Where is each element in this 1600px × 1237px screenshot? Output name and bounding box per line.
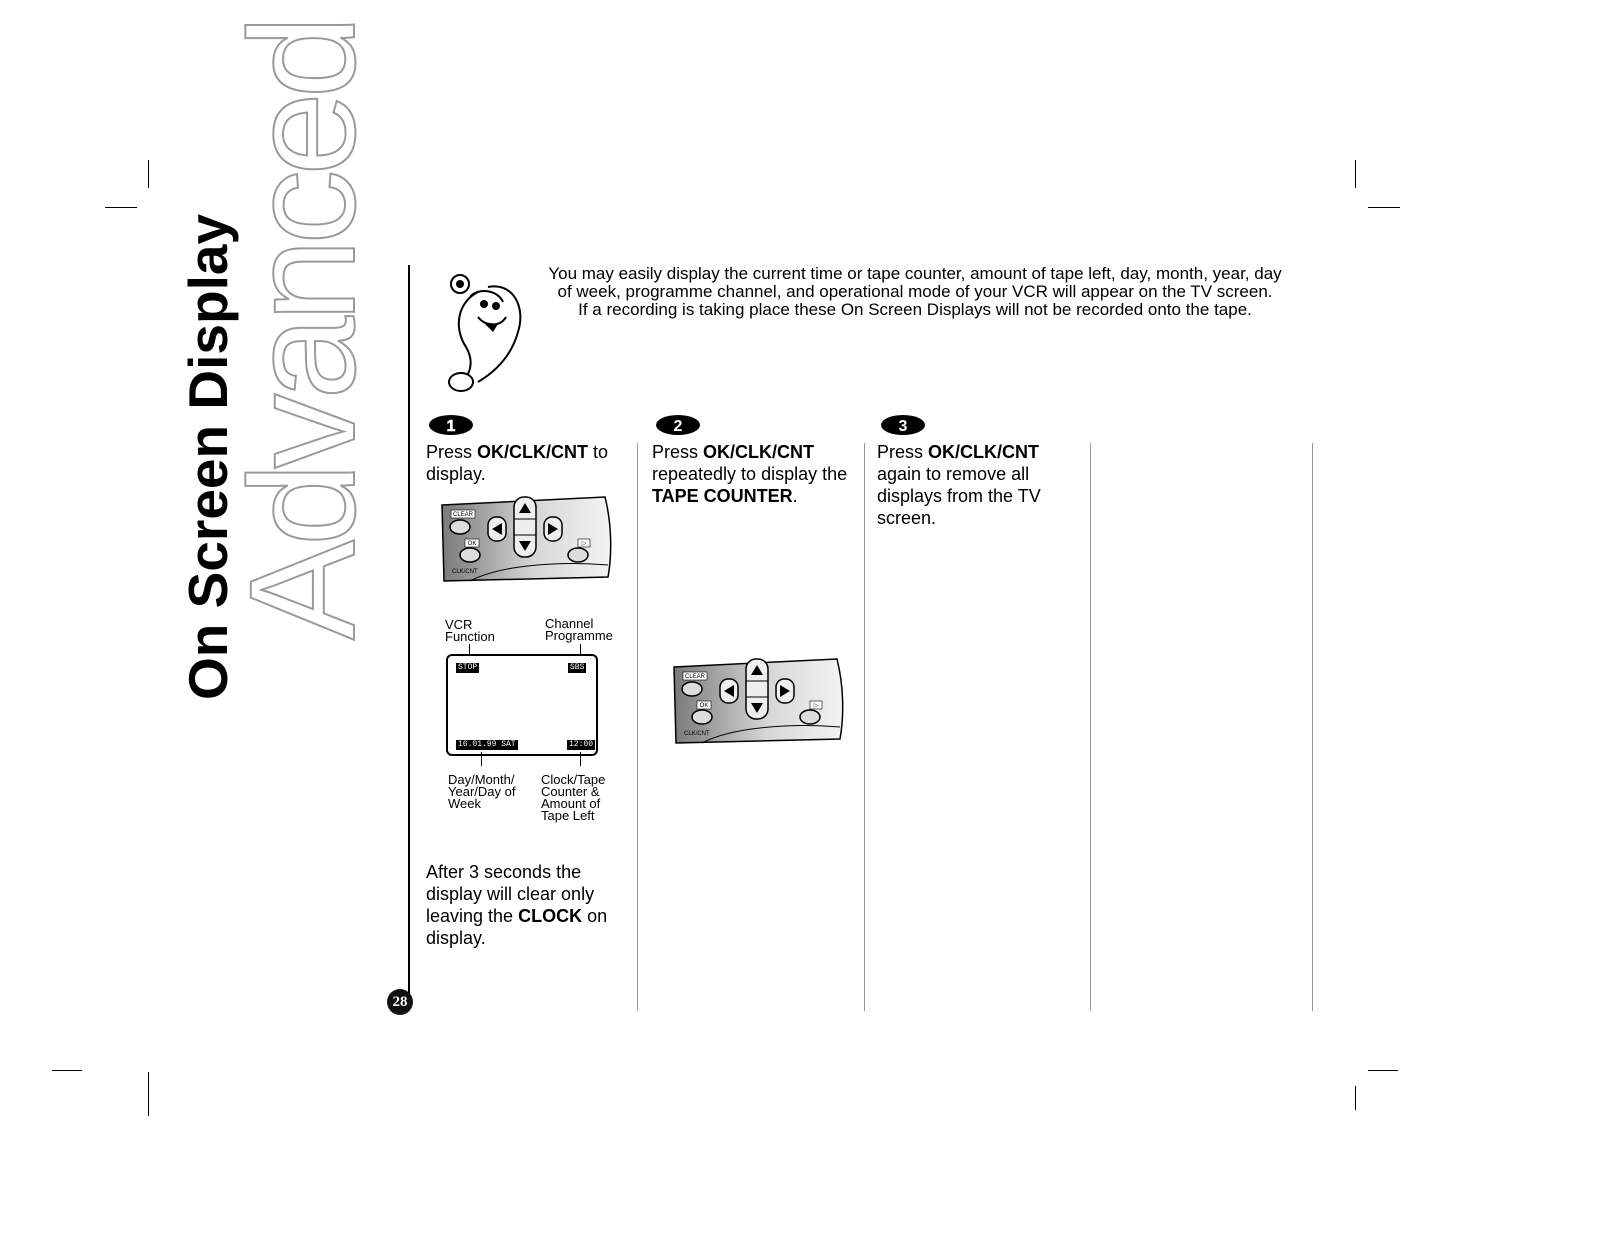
- label-line: Channel: [545, 616, 594, 631]
- clear-button-label: CLEAR: [452, 512, 474, 518]
- clock-chip: 12:00: [569, 740, 594, 749]
- crop-mark: [1355, 1086, 1356, 1110]
- button-name: OK/CLK/CNT: [928, 442, 1040, 462]
- remote-control-illustration: [672, 657, 847, 749]
- crop-mark: [1368, 207, 1400, 208]
- clk-cnt-label: CLK/CNT: [452, 569, 478, 575]
- after-note: [426, 861, 626, 949]
- step-1-number: 1: [446, 418, 456, 435]
- side-button[interactable]: [800, 710, 820, 724]
- section-title: [172, 213, 244, 700]
- step-text-part: to display.: [426, 442, 609, 484]
- button-name: OK/CLK/CNT: [703, 442, 815, 462]
- column-divider: [1090, 443, 1091, 1011]
- ok-button-label: OK: [699, 703, 709, 709]
- step-text-part: Press: [652, 442, 704, 462]
- step-2-number: 2: [673, 418, 683, 435]
- display-mode-name: TAPE COUNTER: [652, 486, 793, 506]
- label-line: Function: [445, 629, 495, 644]
- step-text-part: Press: [426, 442, 478, 462]
- vcr-function-label: [445, 619, 495, 643]
- column-divider: [1312, 443, 1313, 1011]
- step-3-number: 3: [898, 418, 908, 435]
- step-text-part: again to remove all displays from the TV screen.: [877, 464, 1041, 528]
- column-divider: [637, 443, 638, 1011]
- side-button-label: ▷: [813, 703, 819, 709]
- label-line: Programme: [545, 628, 613, 643]
- step-2-badge: [655, 414, 701, 436]
- crop-mark: [105, 207, 137, 208]
- tv-screen-diagram: [446, 654, 598, 756]
- remote-control-illustration: [440, 495, 615, 587]
- intro-line: If a recording is taking place these On Screen Displays will not be recorded onto the tape.: [578, 300, 1252, 319]
- label-pointer: [481, 752, 482, 766]
- step-2-text: [652, 441, 857, 507]
- ok-clk-cnt-button[interactable]: [692, 710, 712, 724]
- step-3-text: [877, 441, 1067, 529]
- crop-mark: [1368, 1070, 1398, 1071]
- step-text-part: repeatedly to display the: [652, 464, 848, 484]
- note-text-part: on display.: [426, 906, 608, 948]
- label-line: Tape Left: [541, 808, 595, 823]
- step-1-text: [426, 441, 626, 485]
- page-number: 28: [387, 989, 413, 1015]
- step-1-badge: [428, 414, 474, 436]
- label-line: VCR: [445, 617, 473, 632]
- date-chip: 16.01.99 SAT: [458, 740, 516, 749]
- crop-mark: [52, 1070, 82, 1071]
- section-title-text: On Screen Display: [177, 213, 239, 700]
- date-label: [448, 774, 515, 810]
- column-divider: [864, 443, 865, 1011]
- clock-label: [541, 774, 605, 822]
- main-vertical-rule: [408, 265, 410, 1000]
- ok-clk-cnt-button[interactable]: [460, 548, 480, 562]
- label-line: Week: [448, 796, 481, 811]
- crop-mark: [1355, 160, 1356, 188]
- label-line: Year/Day of: [448, 784, 516, 799]
- advanced-word: Advanced: [218, 20, 386, 640]
- clear-button[interactable]: [450, 520, 470, 534]
- side-button-label: ▷: [581, 541, 587, 547]
- crop-mark: [148, 160, 149, 188]
- note-text-part: After 3 seconds the display will clear only leaving the: [426, 862, 595, 926]
- step-3-badge: [880, 414, 926, 436]
- intro-paragraph: [505, 265, 1325, 319]
- label-line: Clock/Tape: [541, 772, 606, 787]
- step-text-part: Press: [877, 442, 929, 462]
- step-text-part: .: [792, 486, 798, 506]
- crop-mark: [148, 1072, 149, 1116]
- clear-button[interactable]: [682, 682, 702, 696]
- clear-button-label: CLEAR: [684, 674, 706, 680]
- channel-programme-label: [545, 618, 613, 642]
- button-name: OK/CLK/CNT: [477, 442, 589, 462]
- label-pointer: [580, 752, 581, 766]
- label-line: Amount of: [541, 796, 601, 811]
- label-line: Day/Month/: [448, 772, 515, 787]
- clock-keyword: CLOCK: [518, 906, 583, 926]
- clk-cnt-label: CLK/CNT: [684, 731, 710, 737]
- side-button[interactable]: [568, 548, 588, 562]
- channel-chip: SBS: [570, 663, 585, 672]
- label-line: Counter &: [541, 784, 600, 799]
- vcr-function-chip: STOP: [458, 663, 478, 672]
- intro-line: of week, programme channel, and operational mode of your VCR will appear on the TV screen.: [557, 282, 1273, 301]
- intro-line: You may easily display the current time or tape counter, amount of tape left, day, month, year, day: [548, 264, 1282, 283]
- ok-button-label: OK: [467, 541, 477, 547]
